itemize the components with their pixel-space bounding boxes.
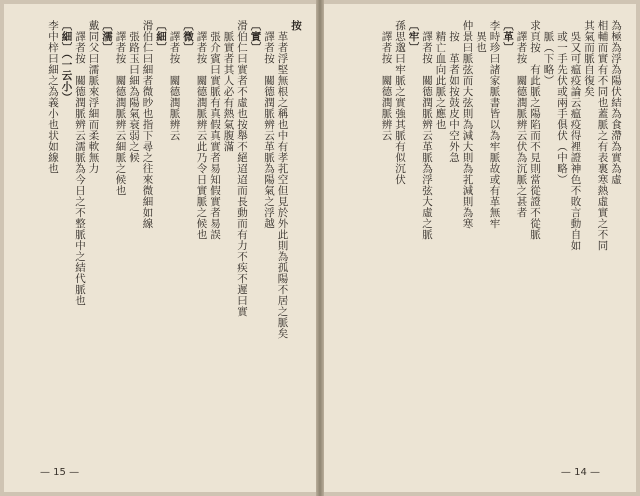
text-column: 或一手先伏或兩手俱伏（中略） bbox=[556, 31, 568, 185]
left-text-area bbox=[18, 20, 302, 452]
text-column: 〔微〕 bbox=[182, 20, 194, 53]
text-column: 孫思邈曰牢脈之實強其脈有似沉伏 bbox=[394, 20, 406, 185]
text-column: 〔牢〕 bbox=[407, 20, 420, 53]
text-column: 脈實者其人必有熱氣腹滿 bbox=[222, 31, 235, 152]
text-column: 〔細〕 bbox=[155, 20, 167, 53]
text-column: 譯者按 關德潤脈辨云伏為沉脈之甚者 bbox=[515, 31, 528, 218]
text-column: 譯者按 關德潤脈辨云濡脈為今日之不整脈中之結代脈也 bbox=[74, 31, 86, 306]
right-page bbox=[324, 4, 636, 492]
text-column: 按 革者如按鼓皮中空外急 bbox=[448, 31, 460, 163]
text-column: 譯者按 關德潤脈辨云革脈為浮弦大虛之脈 bbox=[421, 31, 433, 240]
text-column: 滑伯仁曰細者微眇也指下尋之往來微細如線 bbox=[141, 20, 154, 229]
right-text-area bbox=[338, 20, 622, 452]
text-column: 譯者按 關德潤脈辨云革脈為陽氣之浮越 bbox=[263, 31, 275, 229]
text-column: 張路玉曰細為陽氣衰弱之候 bbox=[128, 31, 140, 163]
text-column: 〔實〕 bbox=[249, 20, 262, 53]
text-column: 革者浮堅無根之稱也中有孝芤空但見於外此則為孤陽不居之脈矣 bbox=[276, 31, 289, 339]
left-page bbox=[4, 4, 316, 492]
left-page-number: — 15 — bbox=[40, 467, 80, 478]
text-column: 異也 bbox=[475, 31, 487, 53]
text-column: 相輔而實有不同也蓋脈之有表裏寒熱虛實之不同 bbox=[596, 20, 609, 251]
text-column: 〔細〕（一云小） bbox=[60, 20, 73, 103]
text-column: 按 bbox=[290, 20, 302, 31]
text-column: 求頁按 有此脈之陽陷而不見則當從證不從脈 bbox=[529, 20, 541, 240]
text-column: 〔濡〕 bbox=[101, 20, 113, 53]
text-column: 譯者按 關德潤脈辨云此乃令日實脈之候也 bbox=[195, 31, 208, 240]
text-column: 〔革〕 bbox=[502, 20, 514, 53]
text-column: 張介賓曰實脈有真假真實者易知假實者易誤 bbox=[209, 31, 221, 240]
text-column: 吳又可瘟疫論云瘟疫得裡證神色不敗言動自如 bbox=[569, 31, 582, 251]
text-column: 仲景曰脈弦而大弦則為減大則為芤減則為寒 bbox=[461, 20, 474, 229]
text-column: 為極為浮為陽伏結為食滯為實為虛 bbox=[610, 20, 622, 185]
text-column: 滑伯仁曰實者不虛也按舉不絕迢迢而長動而有力不疾不遲曰實 bbox=[236, 20, 248, 317]
text-column: 李時珍曰諸家脈書皆以為牢脈故或有革無牢 bbox=[488, 20, 501, 229]
text-column: 譯者按 關德潤脈辨云細脈之候也 bbox=[114, 31, 127, 196]
text-column: 戴同父曰濡脈來浮細而柔軟無力 bbox=[87, 20, 100, 174]
right-page-number: — 14 — bbox=[560, 467, 600, 478]
text-column: 脈（下略） bbox=[542, 31, 555, 86]
book-gutter bbox=[316, 0, 324, 496]
text-column: 譯者按 關德潤脈辨云 bbox=[380, 31, 393, 141]
text-column: 精亡血向此脈之應也 bbox=[434, 31, 447, 130]
text-column: 譯者按 關德潤脈辨云 bbox=[168, 31, 181, 141]
text-column: 李中梓曰細之為義小也状如線也 bbox=[47, 20, 59, 174]
text-column: 其氣而脈自復矣 bbox=[583, 20, 595, 97]
